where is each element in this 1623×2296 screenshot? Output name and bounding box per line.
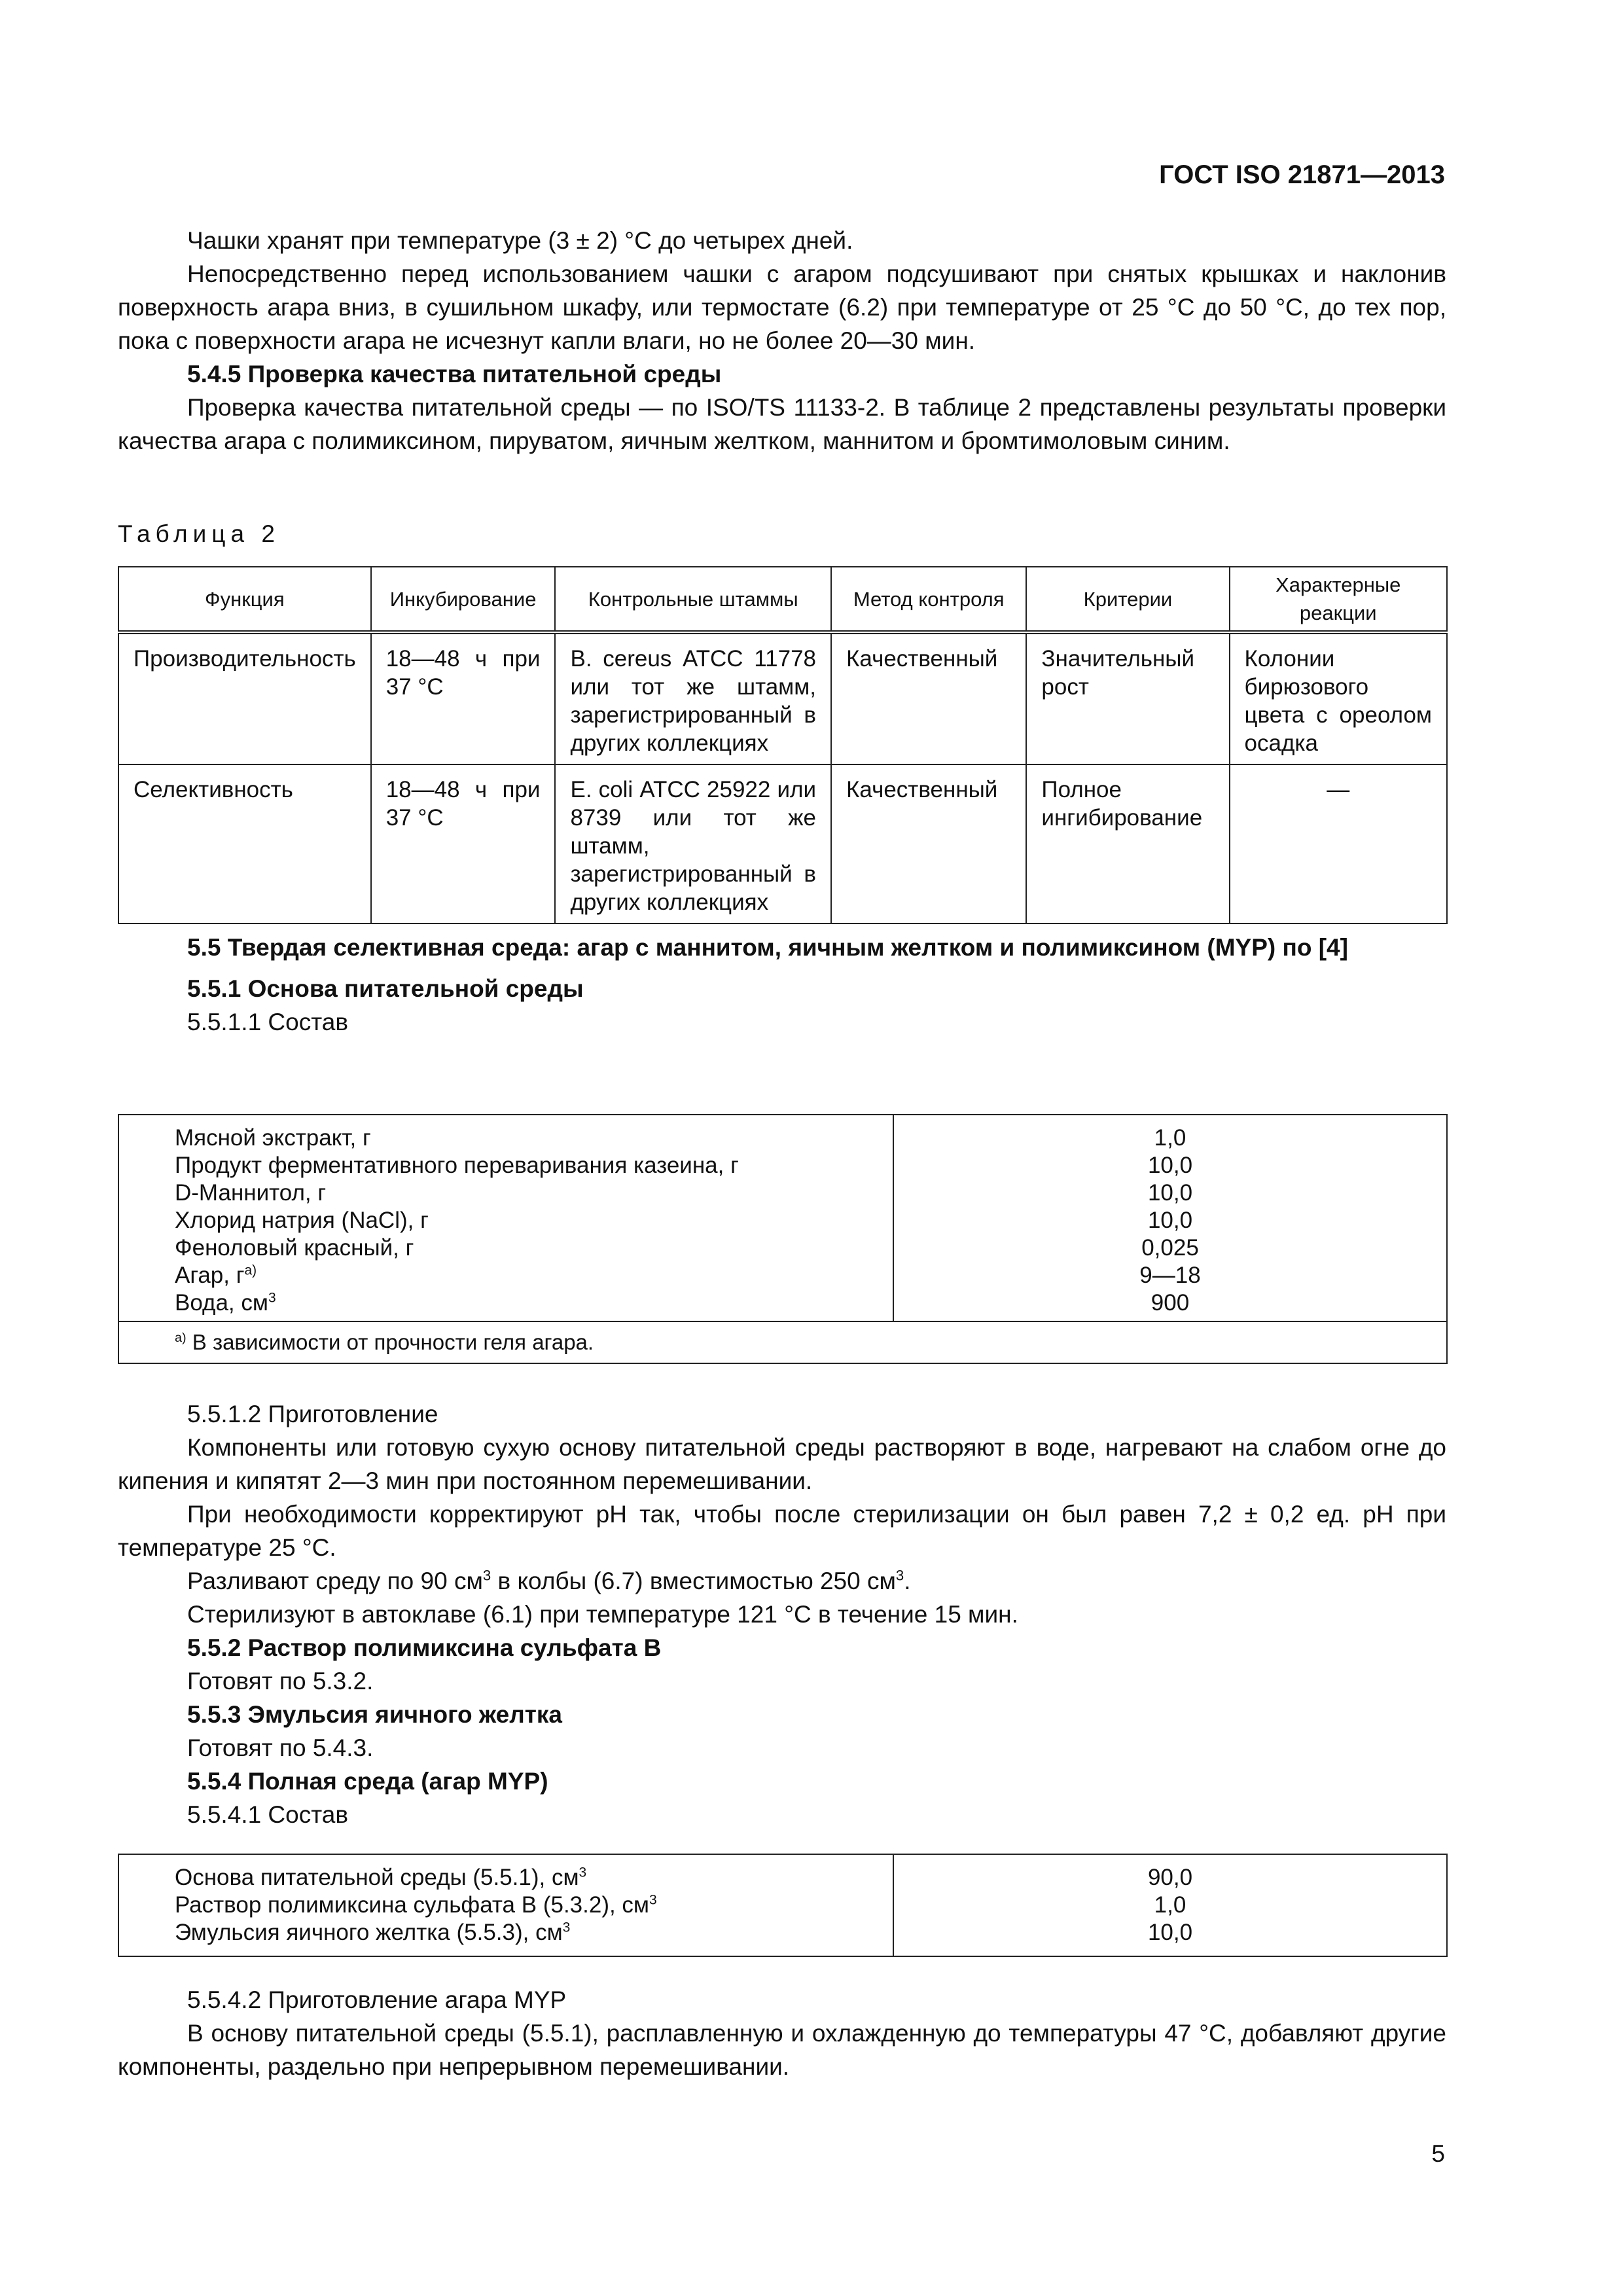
paragraph: Компоненты или готовую сухую основу питательной среды растворяют в воде, нагревают на слабом огне до кипения и кипятят 2—3 мин при постоянном перемешивании.	[118, 1434, 1446, 1494]
table-cell: Качественный	[831, 632, 1026, 764]
table-cell: —	[1230, 764, 1447, 924]
table-cell: Колонии бирюзового цвета с ореолом осадка	[1230, 632, 1447, 764]
table-cell: E. coli АТСС 25922 или 8739 или тот же штамм, зарегистрированный в других коллекциях	[555, 764, 831, 924]
ingredient-value: 10,0	[1147, 1208, 1193, 1233]
section-heading: 5.5.2 Раствор полимиксина сульфата В	[187, 1634, 662, 1661]
ingredient-values	[893, 1854, 1447, 1956]
section-heading: 5.4.5 Проверка качества питательной среды	[187, 361, 722, 387]
table-caption: Таблица 2	[118, 520, 280, 547]
ingredient: Продукт ферментативного переваривания казеина, г	[175, 1153, 739, 1178]
table-cell: Полное ингибирование	[1026, 764, 1229, 924]
section-heading: 5.5 Твердая селективная среда: агар с маннитом, яичным желтком и полимиксином (MYP) по [4]	[187, 934, 1348, 961]
table-footnote: $^{а)}$ В зависимости от прочности геля агара.	[118, 1321, 1447, 1363]
column-header: Метод контроля	[831, 567, 1026, 632]
section-heading: 5.5.4 Полная среда (агар MYP)	[187, 1768, 548, 1795]
ingredient-value: 10,0	[1147, 1180, 1193, 1206]
ingredient-value: 1,0	[1154, 1892, 1186, 1918]
section-5-5-1-2	[118, 1397, 1446, 1831]
paragraph: Проверка качества питательной среды — по ISO/TS 11133-2. В таблице 2 представлены результаты проверки качества агара с полимиксином, пируватом, яичным желтком, маннитом и бромтимоловым синим.	[118, 394, 1446, 454]
table-row	[118, 764, 1447, 924]
subsection-heading: 5.5.4.2 Приготовление агара MYP	[187, 1986, 567, 2013]
ingredient-value: 90,0	[1147, 1865, 1193, 1890]
ingredient: Хлорид натрия (NaCl), г	[175, 1208, 429, 1233]
ingredient-value: 9—18	[1139, 1263, 1201, 1288]
ingredient: Основа питательной среды (5.5.1), $см^3$	[175, 1865, 587, 1890]
paragraph: Стерилизуют в автоклаве (6.1) при температуре 121 °С в течение 15 мин.	[187, 1601, 1018, 1628]
ingredient: Раствор полимиксина сульфата В (5.3.2), $см^3$	[175, 1892, 657, 1918]
ingredient-value: 0,025	[1141, 1235, 1199, 1261]
ingredient-value: 900	[1150, 1290, 1190, 1316]
section-heading: 5.5.3 Эмульсия яичного желтка	[187, 1701, 562, 1728]
ingredient: Эмульсия яичного желтка (5.5.3), $см^3$	[175, 1920, 571, 1945]
table-cell: Качественный	[831, 764, 1026, 924]
table-row	[118, 1854, 1447, 1956]
ingredient: Феноловый красный, г	[175, 1235, 414, 1261]
ingredient: Вода, $см^3$	[175, 1290, 276, 1316]
page-number: 5	[1431, 2140, 1445, 2167]
document-header: ГОСТ ISO 21871—2013	[1159, 160, 1445, 189]
quality-control-table	[118, 566, 1448, 924]
subsection-heading: 5.5.1.1 Состав	[187, 1009, 348, 1035]
paragraph: Готовят по 5.3.2.	[187, 1668, 374, 1695]
composition-table-base	[118, 1114, 1448, 1364]
section-heading: 5.5.1 Основа питательной среды	[187, 975, 584, 1002]
ingredient: Агар, $г^{а)}$	[175, 1263, 257, 1288]
paragraph: В основу питательной среды (5.5.1), расплавленную и охлажденную до температуры 47 °С, добавляют другие компоненты, раздельно при непрерывном перемешивании.	[118, 2020, 1446, 2080]
ingredient: Мясной экстракт, г	[175, 1125, 371, 1151]
column-header: Характерные реакции	[1230, 567, 1447, 632]
paragraph: Готовят по 5.4.3.	[187, 1734, 374, 1761]
column-header: Критерии	[1026, 567, 1229, 632]
composition-table-complete	[118, 1854, 1448, 1957]
ingredient-value: 1,0	[1154, 1125, 1186, 1151]
subsection-heading: 5.5.1.2 Приготовление	[187, 1401, 438, 1427]
table-footnote-row	[118, 1321, 1447, 1363]
table-cell: B. cereus АТСС 11778 или тот же штамм, зарегистрированный в других коллекциях	[555, 632, 831, 764]
column-header: Контрольные штаммы	[555, 567, 831, 632]
column-header: Функция	[118, 567, 371, 632]
table-cell: Значительный рост	[1026, 632, 1229, 764]
paragraph: Чашки хранят при температуре (3 ± 2) °С до четырех дней.	[187, 227, 853, 254]
section-5-5-4-2	[118, 1983, 1446, 2083]
section-5-5	[118, 931, 1446, 1039]
table-cell: 18—48 ч при 37 °С	[371, 632, 556, 764]
ingredient-value: 10,0	[1147, 1920, 1193, 1945]
column-header: Инкубирование	[371, 567, 556, 632]
table-header-row	[118, 567, 1447, 632]
ingredient-names	[118, 1115, 893, 1321]
table-row	[118, 1115, 1447, 1321]
table-cell: Производительность	[118, 632, 371, 764]
subsection-heading: 5.5.4.1 Состав	[187, 1801, 348, 1828]
ingredient-values	[893, 1115, 1447, 1321]
ingredient-value: 10,0	[1147, 1153, 1193, 1178]
ingredient-names	[118, 1854, 893, 1956]
paragraph: Разливают среду по 90 $см^3$ в колбы (6.7) вместимостью 250 $см^3$.	[187, 1567, 911, 1594]
ingredient: D-Маннитол, г	[175, 1180, 327, 1206]
table-cell: Селективность	[118, 764, 371, 924]
table-row	[118, 632, 1447, 764]
intro-section	[118, 224, 1446, 457]
paragraph: При необходимости корректируют рН так, чтобы после стерилизации он был равен 7,2 ± 0,2 ед. рН при температуре 25 °С.	[118, 1501, 1446, 1561]
paragraph: Непосредственно перед использованием чашки с агаром подсушивают при снятых крышках и наклонив поверхность агара вниз, в сушильном шкафу, или термостате (6.2) при температуре от 25 °С до 50 °С, до тех пор, пока с поверхности агара не исчезнут капли влаги, но не более 20—30 мин.	[118, 260, 1446, 354]
table-cell: 18—48 ч при 37 °С	[371, 764, 556, 924]
